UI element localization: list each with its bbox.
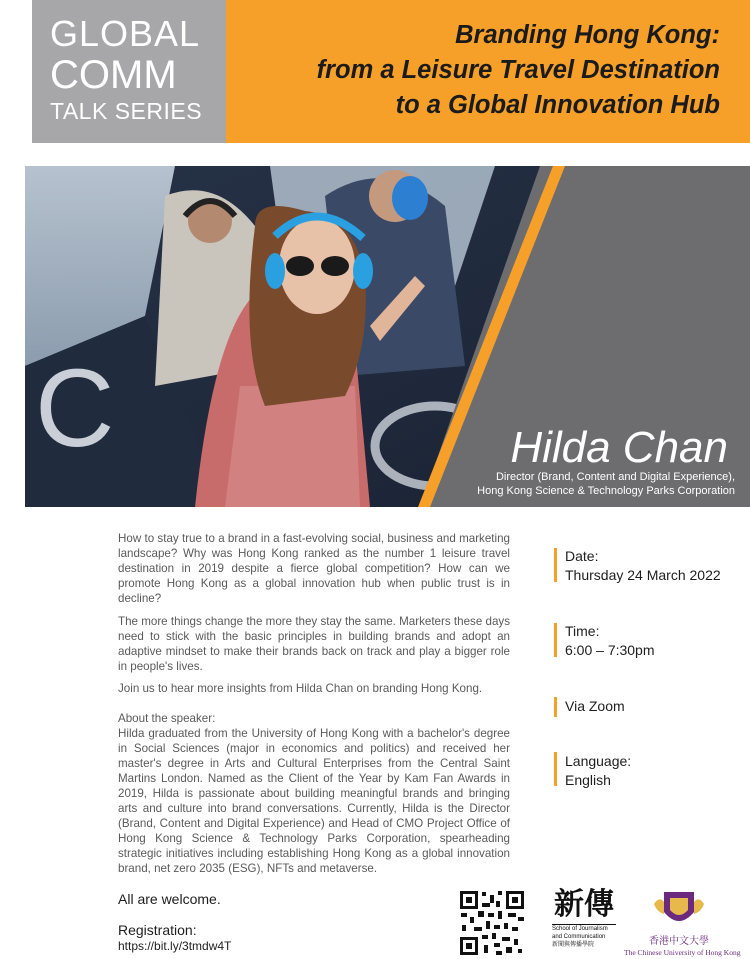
event-title-line-2: from a Leisure Travel Destination [316,56,720,84]
event-title-line-1: Branding Hong Kong: [455,21,720,49]
cuhk-chinese-name: 香港中文大學 [649,936,709,947]
principles-paragraph: The more things change the more they stay the same. Marketers these days need to stick with the basic principles in building brands and adopt an adaptive mindset to make their brands back on track and play a bigger role in people's lives. [118,615,510,673]
journalism-school-logo [552,888,616,958]
date-value: Thursday 24 March 2022 [565,567,721,583]
event-title-line-3: to a Global Innovation Hub [395,91,720,119]
time-value: 6:00 – 7:30pm [565,642,655,658]
join-us-paragraph: Join us to hear more insights from Hilda Chan on branding Hong Kong. [118,682,483,695]
registration-qr-code[interactable] [458,889,526,957]
event-title-block [226,0,750,143]
series-line-comm: COMM [50,53,177,97]
language-value: English [565,772,611,788]
svg-text:C: C [35,347,115,470]
time-label: Time: [565,623,600,639]
speaker-name: Hilda Chan [510,423,728,472]
journalism-school-name-line-1: School of Journalism [552,926,608,932]
cuhk-crest-icon [624,890,734,930]
language-label: Language: [565,753,632,769]
registration-label: Registration: [118,922,197,938]
date-accent-bar [554,548,557,582]
date-label: Date: [565,548,599,564]
speaker-role-line-1: Director (Brand, Content and Digital Experience), [495,471,735,483]
intro-paragraph: How to stay true to a brand in a fast-evolving social, business and marketing landscape? Why was Hong Kong ranked as the number 1 leisure travel destination in 2019 despite a fierce global competition? How can we promote Hong Kong as a global innovation hub when public trust is in decline? [118,532,510,605]
speaker-role-line-2: Hong Kong Science & Technology Parks Corporation [477,485,735,497]
welcome-text: All are welcome. [118,891,221,907]
series-logo-block [32,0,226,143]
registration-link[interactable]: https://bit.ly/3tmdw4T [118,939,232,953]
venue-accent-bar [554,697,557,717]
about-speaker-heading: About the speaker: [118,712,216,725]
journalism-school-name-line-2: and Communication [552,934,606,940]
series-line-talk-series: TALK SERIES [50,98,203,124]
journalism-school-chinese-name: 新聞與傳播學院 [552,942,595,948]
about-speaker-bio: Hilda graduated from the University of Hong Kong with a bachelor's degree in Social Sciences (major in economics and politics) and received her master's degree in Arts and Cultural Enterprises from the Central Saint Martins London. Named as the Client of the Year by Kam Fan Awards in 2019, Hilda is passionate about building meaningful brands and bringing arts and culture into brand conversations. Currently, Hilda is the Director (Brand, Content and Digital Experience) and Head of CMO Project Office of Hong Kong Science & Technology Parks Corporation, spearheading strategic initiatives including establishing Hong Kong as a global innovation brand, net zero 2035 (ESG), NFTs and metaverse. [118,727,510,875]
cuhk-logo [624,890,741,958]
speaker-photo-banner [25,166,750,507]
series-line-global: GLOBAL [50,13,201,54]
language-accent-bar [554,752,557,786]
time-accent-bar [554,623,557,657]
journalism-school-chinese-mark: 新傳 [554,887,614,922]
cuhk-english-name: The Chinese University of Hong Kong [624,948,741,957]
venue-text: Via Zoom [565,698,625,714]
